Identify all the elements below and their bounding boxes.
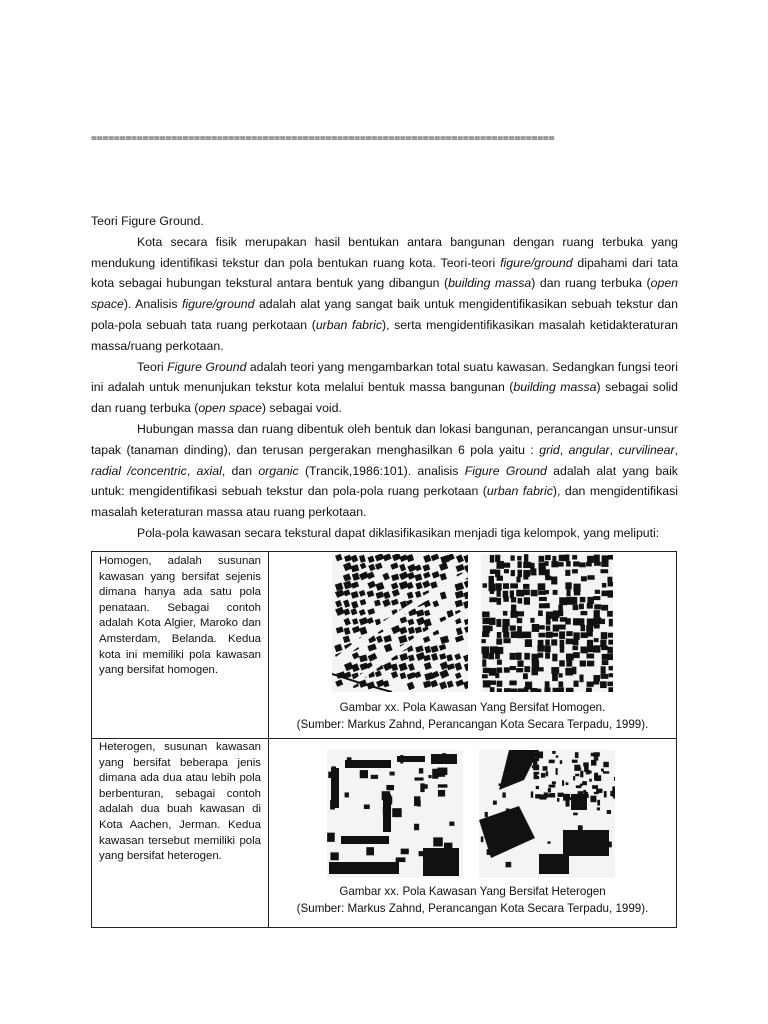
text-run: dipahami dari tata kota sebagai hubungan tekstural antara bentuk yang dibangun (	[91, 255, 678, 291]
italic-term: building massa	[448, 276, 532, 291]
heterogen-description: Heterogen, susunan kawasan yang bersifat beberapa jenis dimana ada dua atau lebih pola berbenturan, sebagai contoh adalah dua buah kawasan di Kota Aachen, Jerman. Kedua kawasan tersebut memiliki pola yang bersifat heterogen.	[99, 741, 261, 863]
paragraph-1	[91, 232, 678, 357]
text-run: , dan	[221, 463, 259, 478]
paragraph-4: Pola-pola kawasan secara tekstural dapat diklasifikasikan menjadi tiga kelompok, yang meliputi:	[137, 525, 660, 540]
text-run: adalah teori yang mengambarkan total suatu kawasan. Sedangkan fungsi teori ini adalah untuk menunjukan tekstur kota melalui bentuk massa bangunan (	[91, 359, 678, 395]
italic-term: angular	[568, 442, 610, 457]
text-run: Hubungan massa dan ruang dibentuk oleh bentuk dan lokasi bangunan, perancangan unsur-unsur tapak (tanaman dinding), dan terusan pergerakan menghasilkan 6 pola yaitu :	[91, 421, 678, 457]
italic-term: Figure Ground	[464, 463, 547, 478]
table-cell-description	[92, 738, 269, 927]
figure-ground-map-heterogen-2	[479, 750, 615, 878]
text-run: (Trancik,1986:101). analisis	[298, 463, 465, 478]
text-run: adalah alat yang baik untuk: mengidentifikasi sebuah tekstur dan pola-pola ruang perkotaan (	[91, 463, 678, 499]
text-run: ), serta mengidentifikasikan masalah ketidakteraturan massa/ruang perkotaan.	[91, 317, 678, 353]
text-run: ) sebagai solid dan ruang terbuka (	[91, 380, 679, 416]
table-cell-figure	[269, 738, 676, 927]
pattern-table	[91, 551, 677, 928]
text-run: ) dan ruang terbuka (	[531, 276, 651, 291]
figure-caption	[269, 700, 676, 733]
table-row-heterogen	[92, 738, 676, 927]
text-run: ), dan mengidentifikasi masalah keteraturan massa atau ruang perkotaan.	[91, 484, 678, 520]
caption-line: Gambar xx. Pola Kawasan Yang Bersifat Heterogen	[339, 885, 606, 898]
italic-term: axial	[196, 463, 222, 478]
italic-term: building massa	[513, 380, 597, 395]
figure-caption	[269, 884, 676, 917]
figure-ground-map-homogen-2	[481, 554, 613, 692]
table-cell-description	[92, 552, 269, 738]
italic-term: open space	[198, 401, 262, 416]
caption-line: Gambar xx. Pola Kawasan Yang Bersifat Homogen.	[339, 701, 606, 714]
text-run: ,	[609, 442, 619, 457]
italic-term: Figure Ground	[167, 359, 247, 374]
text-run: ,	[186, 463, 197, 478]
text-run: ,	[559, 442, 569, 457]
table-cell-figure	[269, 552, 676, 738]
italic-term: figure/ground	[182, 297, 255, 312]
figure-ground-map-homogen-1	[332, 554, 468, 692]
paragraph-3	[91, 419, 678, 523]
homogen-description: Homogen, adalah susunan kawasan yang bersifat sejenis dimana hanya ada satu pola penataan. Sebagai contoh adalah Kota Algier, Maroko dan Amsterdam, Belanda. Kedua kota ini memiliki pola kawasan yang bersifat homogen.	[99, 555, 261, 677]
italic-term: radial /concentric	[91, 463, 187, 478]
separator-line: =================================================================================	[91, 133, 555, 144]
italic-term: grid	[539, 442, 560, 457]
italic-term: curvilinear	[618, 442, 675, 457]
figure-ground-map-heterogen-1	[327, 750, 463, 878]
italic-term: organic	[258, 463, 299, 478]
text-run: ). Analisis	[123, 297, 182, 312]
text-run: ,	[674, 442, 678, 457]
caption-source: (Sumber: Markus Zahnd, Perancangan Kota Secara Terpadu, 1999).	[296, 901, 649, 915]
text-run: Teori	[137, 359, 168, 374]
caption-source: (Sumber: Markus Zahnd, Perancangan Kota Secara Terpadu, 1999).	[296, 717, 649, 731]
italic-term: figure/ground	[500, 255, 573, 270]
text-run: adalah alat yang sangat baik untuk mengidentifikasikan sebuah tekstur dan pola-pola sebuah tata ruang perkotaan (	[91, 297, 678, 332]
section-heading: Teori Figure Ground.	[91, 214, 204, 228]
italic-term: open space	[91, 276, 678, 312]
text-run: Kota secara fisik merupakan hasil bentukan antara bangunan dengan ruang terbuka yang mendukung identifikasi tekstur dan pola bentukan ruang kota. Teori-teori	[91, 234, 678, 270]
table-row-homogen	[92, 552, 676, 739]
text-run: ) sebagai void.	[261, 401, 342, 416]
paragraph-2	[91, 357, 678, 419]
italic-term: urban fabric	[486, 484, 553, 499]
body-text	[91, 211, 678, 544]
italic-term: urban fabric	[315, 317, 382, 332]
